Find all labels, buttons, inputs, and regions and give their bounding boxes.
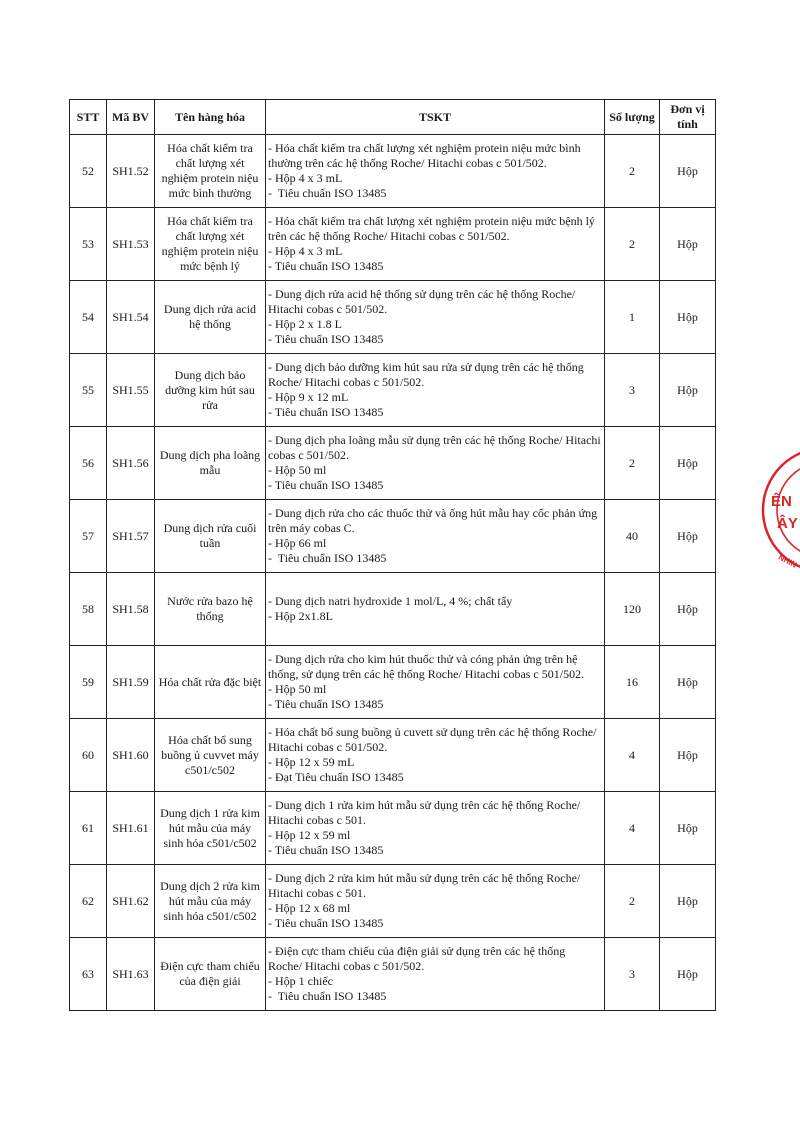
cell-stt: 60 bbox=[70, 719, 107, 792]
cell-so-luong: 120 bbox=[605, 573, 660, 646]
table-row bbox=[70, 208, 716, 281]
header-ten-hang-hoa: Tên hàng hóa bbox=[155, 100, 266, 135]
cell-ma-bv: SH1.63 bbox=[107, 938, 155, 1011]
cell-don-vi-tinh: Hộp bbox=[660, 500, 716, 573]
cell-stt: 62 bbox=[70, 865, 107, 938]
stamp-text-1: ÊN bbox=[771, 493, 792, 510]
spec-line: - Dung dịch rửa cho các thuốc thử và ống hút mẫu hay cốc phản ứng trên máy cobas C. bbox=[268, 506, 601, 535]
spec-line: - Tiêu chuẩn ISO 13485 bbox=[268, 551, 387, 565]
cell-tskt bbox=[266, 427, 605, 500]
cell-don-vi-tinh: Hộp bbox=[660, 281, 716, 354]
spec-line: - Tiêu chuẩn ISO 13485 bbox=[268, 478, 384, 492]
cell-ten-hang-hoa: Dung dịch rửa acid hệ thống bbox=[155, 281, 266, 354]
cell-ma-bv: SH1.59 bbox=[107, 646, 155, 719]
cell-tskt bbox=[266, 354, 605, 427]
cell-don-vi-tinh: Hộp bbox=[660, 865, 716, 938]
cell-ma-bv: SH1.62 bbox=[107, 865, 155, 938]
equipment-table bbox=[69, 99, 716, 1011]
cell-ma-bv: SH1.52 bbox=[107, 135, 155, 208]
spec-line: - Hộp 2x1.8L bbox=[268, 609, 333, 623]
spec-line: - Dung dịch rửa acid hệ thống sử dụng trên các hệ thống Roche/ Hitachi cobas c 501/502. bbox=[268, 287, 579, 316]
cell-ten-hang-hoa: Dung dịch bảo dưỡng kim hút sau rửa bbox=[155, 354, 266, 427]
cell-so-luong: 4 bbox=[605, 719, 660, 792]
spec-line: - Hóa chất kiểm tra chất lượng xét nghiệm protein niệu mức bình thường trên các hệ thống Roche/ Hitachi cobas c 501/502. bbox=[268, 141, 584, 170]
spec-line: - Dung dịch pha loãng mẫu sử dụng trên các hệ thống Roche/ Hitachi cobas c 501/502. bbox=[268, 433, 604, 462]
cell-stt: 57 bbox=[70, 500, 107, 573]
cell-stt: 63 bbox=[70, 938, 107, 1011]
header-ma-bv: Mã BV bbox=[107, 100, 155, 135]
spec-line: - Hộp 9 x 12 mL bbox=[268, 390, 349, 404]
header-stt: STT bbox=[70, 100, 107, 135]
spec-line: - Hộp 12 x 59 ml bbox=[268, 828, 351, 842]
spec-line: - Dung dịch bảo dưỡng kim hút sau rửa sử dụng trên các hệ thống Roche/ Hitachi cobas c 501/502. bbox=[268, 360, 587, 389]
cell-tskt bbox=[266, 792, 605, 865]
cell-don-vi-tinh: Hộp bbox=[660, 719, 716, 792]
spec-line: - Tiêu chuẩn ISO 13485 bbox=[268, 332, 384, 346]
cell-stt: 55 bbox=[70, 354, 107, 427]
cell-don-vi-tinh: Hộp bbox=[660, 573, 716, 646]
spec-line: - Dung dịch 2 rửa kim hút mẫu sử dụng trên các hệ thống Roche/ Hitachi cobas c 501. bbox=[268, 871, 584, 900]
cell-ma-bv: SH1.61 bbox=[107, 792, 155, 865]
cell-ma-bv: SH1.54 bbox=[107, 281, 155, 354]
table-row bbox=[70, 792, 716, 865]
stamp-text-3: NHIN bbox=[776, 552, 799, 570]
header-so-luong: Số lượng bbox=[605, 100, 660, 135]
table-row bbox=[70, 938, 716, 1011]
spec-line: - Tiêu chuẩn ISO 13485 bbox=[268, 259, 384, 273]
spec-line: - Dung dịch 1 rửa kim hút mẫu sử dụng trên các hệ thống Roche/ Hitachi cobas c 501. bbox=[268, 798, 584, 827]
spec-line: - Đạt Tiêu chuẩn ISO 13485 bbox=[268, 770, 404, 784]
cell-don-vi-tinh: Hộp bbox=[660, 938, 716, 1011]
cell-tskt bbox=[266, 208, 605, 281]
spec-line: - Tiêu chuẩn ISO 13485 bbox=[268, 697, 384, 711]
table-row bbox=[70, 427, 716, 500]
cell-tskt bbox=[266, 500, 605, 573]
cell-tskt bbox=[266, 865, 605, 938]
cell-tskt bbox=[266, 646, 605, 719]
spec-line: - Hộp 50 ml bbox=[268, 463, 327, 477]
cell-don-vi-tinh: Hộp bbox=[660, 135, 716, 208]
cell-ten-hang-hoa: Dung dịch pha loãng mẫu bbox=[155, 427, 266, 500]
spec-line: - Điện cực tham chiếu của điện giải sử dụng trên các hệ thống Roche/ Hitachi cobas c 501/502. bbox=[268, 944, 569, 973]
table-row bbox=[70, 646, 716, 719]
cell-ten-hang-hoa: Hóa chất rửa đặc biệt bbox=[155, 646, 266, 719]
cell-stt: 53 bbox=[70, 208, 107, 281]
cell-don-vi-tinh: Hộp bbox=[660, 792, 716, 865]
spec-line: - Tiêu chuẩn ISO 13485 bbox=[268, 843, 384, 857]
cell-stt: 58 bbox=[70, 573, 107, 646]
cell-don-vi-tinh: Hộp bbox=[660, 646, 716, 719]
spec-line: - Tiêu chuẩn ISO 13485 bbox=[268, 989, 387, 1003]
cell-ten-hang-hoa: Điện cực tham chiếu của điện giải bbox=[155, 938, 266, 1011]
cell-tskt bbox=[266, 573, 605, 646]
spec-line: - Tiêu chuẩn ISO 13485 bbox=[268, 186, 387, 200]
cell-so-luong: 2 bbox=[605, 135, 660, 208]
cell-stt: 59 bbox=[70, 646, 107, 719]
cell-ten-hang-hoa: Hóa chất kiểm tra chất lượng xét nghiệm protein niệu mức bệnh lý bbox=[155, 208, 266, 281]
spec-line: - Hộp 66 ml bbox=[268, 536, 327, 550]
cell-tskt bbox=[266, 135, 605, 208]
cell-ma-bv: SH1.57 bbox=[107, 500, 155, 573]
spec-line: - Hộp 4 x 3 mL bbox=[268, 171, 343, 185]
cell-don-vi-tinh: Hộp bbox=[660, 354, 716, 427]
cell-stt: 54 bbox=[70, 281, 107, 354]
spec-line: - Hóa chất kiểm tra chất lượng xét nghiệm protein niệu mức bệnh lý trên các hệ thống Roche/ Hitachi cobas c 501/502. bbox=[268, 214, 598, 243]
spec-line: - Dung dịch rửa cho kim hút thuốc thử và cóng phản ứng trên hệ thống, sử dụng trên các hệ thống Roche/ Hitachi cobas c 501/502. bbox=[268, 652, 585, 681]
cell-so-luong: 4 bbox=[605, 792, 660, 865]
cell-don-vi-tinh: Hộp bbox=[660, 427, 716, 500]
cell-so-luong: 3 bbox=[605, 938, 660, 1011]
stamp-text-2: ÂY bbox=[777, 515, 798, 532]
header-don-vi-tinh: Đơn vị tính bbox=[660, 100, 716, 135]
cell-ten-hang-hoa: Dung dịch rửa cuối tuần bbox=[155, 500, 266, 573]
cell-tskt bbox=[266, 281, 605, 354]
spec-line: - Hộp 1 chiếc bbox=[268, 974, 333, 988]
spec-line: - Tiêu chuẩn ISO 13485 bbox=[268, 916, 384, 930]
table-body bbox=[70, 135, 716, 1011]
cell-so-luong: 40 bbox=[605, 500, 660, 573]
table-row bbox=[70, 719, 716, 792]
table-row bbox=[70, 281, 716, 354]
spec-line: - Hóa chất bổ sung buồng ủ cuvett sử dụng trên các hệ thống Roche/ Hitachi cobas c 501/502. bbox=[268, 725, 600, 754]
spec-line: - Hộp 12 x 59 mL bbox=[268, 755, 355, 769]
cell-stt: 56 bbox=[70, 427, 107, 500]
cell-ma-bv: SH1.56 bbox=[107, 427, 155, 500]
cell-so-luong: 2 bbox=[605, 427, 660, 500]
cell-so-luong: 1 bbox=[605, 281, 660, 354]
header-row bbox=[70, 100, 716, 135]
table-row bbox=[70, 865, 716, 938]
spec-line: - Hộp 50 ml bbox=[268, 682, 327, 696]
cell-ten-hang-hoa: Hóa chất kiểm tra chất lượng xét nghiệm protein niệu mức bình thường bbox=[155, 135, 266, 208]
cell-don-vi-tinh: Hộp bbox=[660, 208, 716, 281]
cell-ten-hang-hoa: Dung dịch 1 rửa kim hút mẫu của máy sinh hóa c501/c502 bbox=[155, 792, 266, 865]
table-row bbox=[70, 573, 716, 646]
cell-ten-hang-hoa: Dung dịch 2 rửa kim hút mẫu của máy sinh hóa c501/c502 bbox=[155, 865, 266, 938]
spec-line: - Hộp 12 x 68 ml bbox=[268, 901, 351, 915]
cell-stt: 52 bbox=[70, 135, 107, 208]
cell-ma-bv: SH1.53 bbox=[107, 208, 155, 281]
table-row bbox=[70, 500, 716, 573]
spec-line: - Dung dịch natri hydroxide 1 mol/L, 4 %; chất tẩy bbox=[268, 594, 513, 608]
cell-ma-bv: SH1.58 bbox=[107, 573, 155, 646]
table-row bbox=[70, 135, 716, 208]
cell-so-luong: 3 bbox=[605, 354, 660, 427]
cell-so-luong: 2 bbox=[605, 208, 660, 281]
cell-ma-bv: SH1.55 bbox=[107, 354, 155, 427]
cell-ten-hang-hoa: Nước rửa bazo hệ thống bbox=[155, 573, 266, 646]
cell-so-luong: 16 bbox=[605, 646, 660, 719]
cell-so-luong: 2 bbox=[605, 865, 660, 938]
spec-line: - Tiêu chuẩn ISO 13485 bbox=[268, 405, 384, 419]
cell-tskt bbox=[266, 719, 605, 792]
spec-line: - Hộp 4 x 3 mL bbox=[268, 244, 343, 258]
cell-tskt bbox=[266, 938, 605, 1011]
spec-line: - Hộp 2 x 1.8 L bbox=[268, 317, 342, 331]
red-seal-stamp bbox=[755, 440, 800, 580]
cell-ma-bv: SH1.60 bbox=[107, 719, 155, 792]
cell-ten-hang-hoa: Hóa chất bổ sung buồng ủ cuvvet máy c501/c502 bbox=[155, 719, 266, 792]
header-tskt: TSKT bbox=[266, 100, 605, 135]
cell-stt: 61 bbox=[70, 792, 107, 865]
table-row bbox=[70, 354, 716, 427]
